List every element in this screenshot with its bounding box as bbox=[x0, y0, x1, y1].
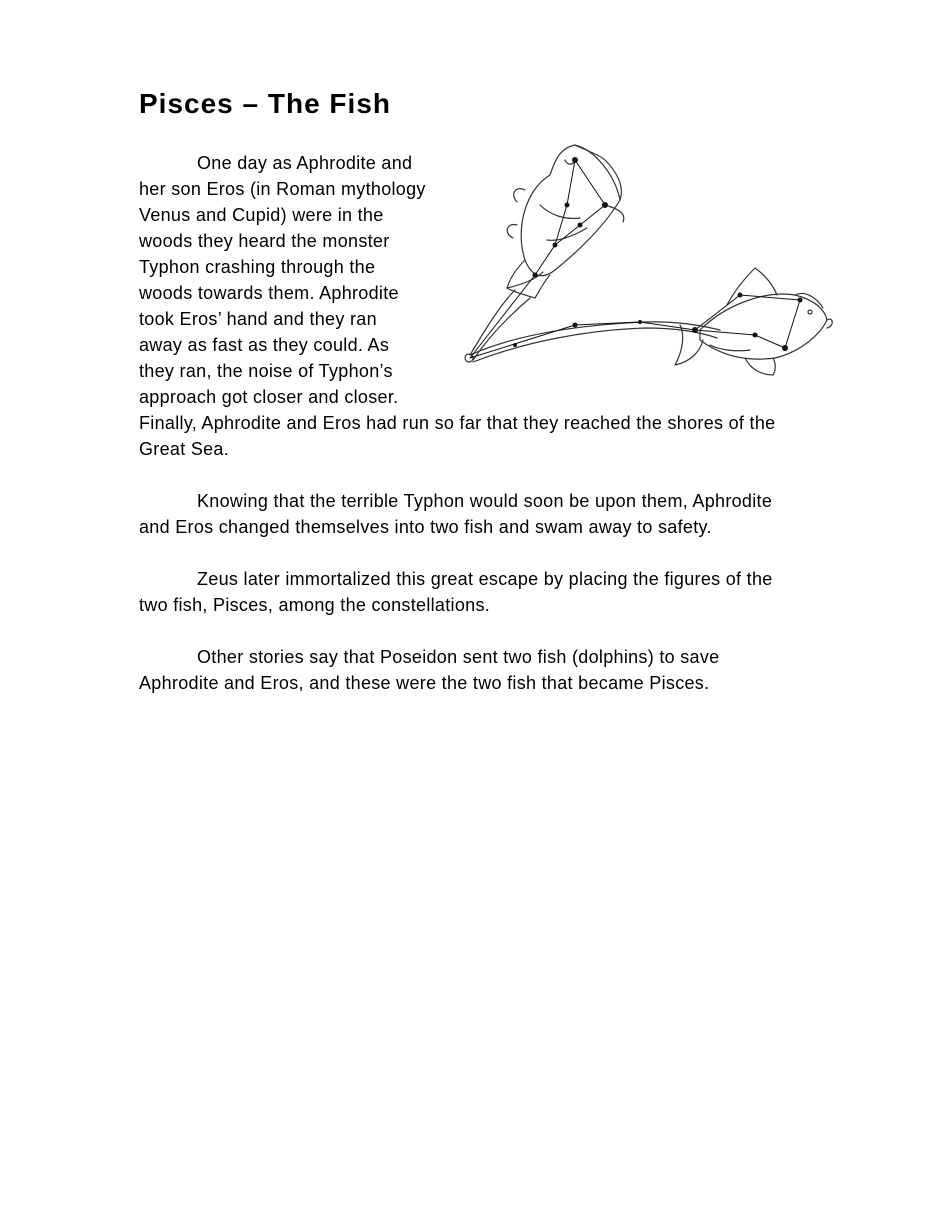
paragraph-4 bbox=[139, 644, 839, 696]
paragraph-1-line: Typhon crashing through the bbox=[139, 257, 376, 277]
paragraph-4-line: Other stories say that Poseidon sent two fish (dolphins) to save bbox=[197, 647, 720, 667]
paragraph-1-line: Venus and Cupid) were in the bbox=[139, 205, 384, 225]
paragraph-1-line: woods towards them. Aphrodite bbox=[139, 283, 399, 303]
paragraph-1-line: Great Sea. bbox=[139, 439, 230, 459]
paragraph-2 bbox=[139, 488, 839, 540]
paragraph-3 bbox=[139, 566, 839, 618]
paragraph-1-line: woods they heard the monster bbox=[139, 231, 390, 251]
page-title: Pisces – The Fish bbox=[139, 88, 391, 119]
paragraph-1-line: One day as Aphrodite and bbox=[197, 153, 413, 173]
paragraph-1-line: they ran, the noise of Typhon’s bbox=[139, 361, 393, 381]
paragraph-3-line: two fish, Pisces, among the constellations. bbox=[139, 595, 491, 615]
paragraph-1 bbox=[139, 150, 839, 462]
paragraph-1-line: away as fast as they could. As bbox=[139, 335, 390, 355]
paragraph-1-line: her son Eros (in Roman mythology bbox=[139, 179, 426, 199]
paragraph-3-line: Zeus later immortalized this great escape by placing the figures of the bbox=[197, 569, 773, 589]
paragraph-1-line: took Eros’ hand and they ran bbox=[139, 309, 377, 329]
paragraph-1-line: approach got closer and closer. bbox=[139, 387, 399, 407]
paragraph-2-line: and Eros changed themselves into two fish and swam away to safety. bbox=[139, 517, 712, 537]
paragraph-4-line: Aphrodite and Eros, and these were the two fish that became Pisces. bbox=[139, 673, 710, 693]
paragraph-1-line: Finally, Aphrodite and Eros had run so far that they reached the shores of the bbox=[139, 413, 776, 433]
paragraph-2-line: Knowing that the terrible Typhon would soon be upon them, Aphrodite bbox=[197, 491, 773, 511]
